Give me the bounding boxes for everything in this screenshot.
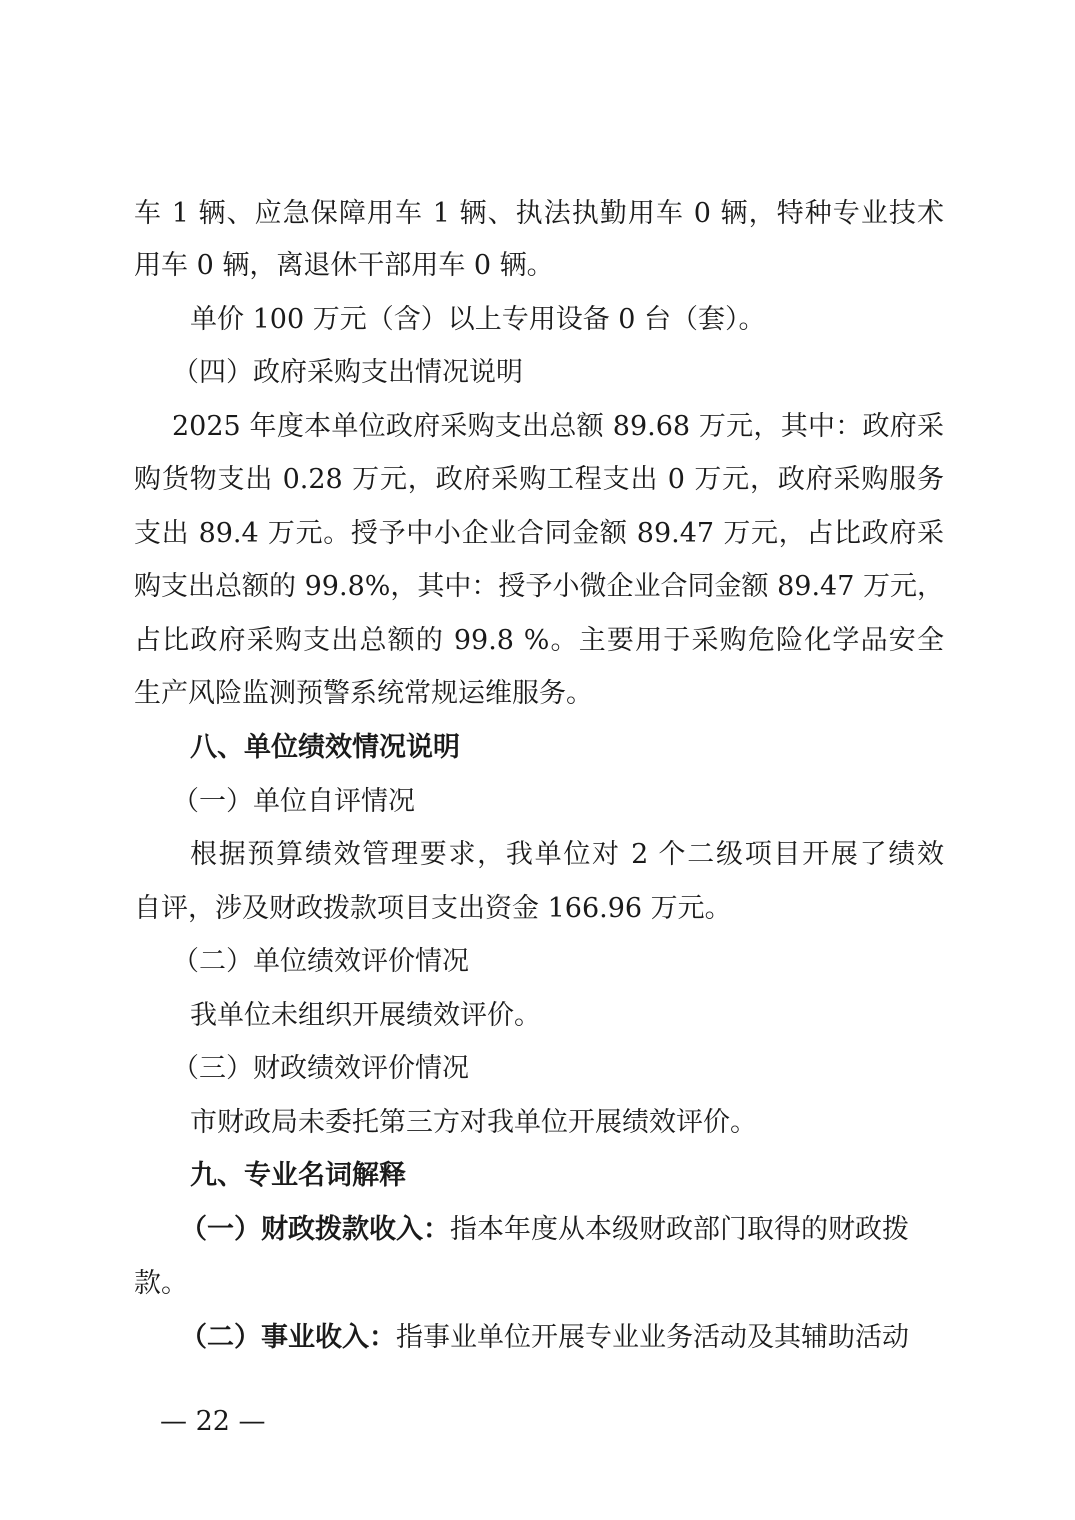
section-heading: （四）政府采购支出情况说明 xyxy=(172,357,523,388)
body-text-line: 购货物支出 0.28 万元，政府采购工程支出 0 万元，政府采购服务 xyxy=(134,464,944,495)
section-heading: （三）财政绩效评价情况 xyxy=(172,1053,469,1084)
body-text-line: 支出 89.4 万元。授予中小企业合同金额 89.47 万元，占比政府采 xyxy=(134,518,944,549)
term-text: 指本年度从本级财政部门取得的财政拨 xyxy=(450,1214,909,1245)
body-text-line: 市财政局未委托第三方对我单位开展绩效评价。 xyxy=(190,1107,757,1138)
body-text-line: 用车 0 辆，离退休干部用车 0 辆。 xyxy=(134,250,554,281)
term-label: （二）事业收入： xyxy=(180,1322,396,1353)
body-text-line: 购支出总额的 99.8%，其中：授予小微企业合同金额 89.47 万元， xyxy=(134,571,944,602)
section-heading: （二）单位绩效评价情况 xyxy=(172,946,469,977)
body-text-line: 根据预算绩效管理要求，我单位对 2 个二级项目开展了绩效 xyxy=(190,839,944,870)
body-text-line: 2025 年度本单位政府采购支出总额 89.68 万元，其中：政府采 xyxy=(172,411,944,442)
page-number: — 22 — xyxy=(160,1406,266,1437)
body-text-line: 我单位未组织开展绩效评价。 xyxy=(190,1000,541,1031)
chapter-heading: 八、单位绩效情况说明 xyxy=(190,732,460,763)
body-text-line: 单价 100 万元（含）以上专用设备 0 台（套）。 xyxy=(190,304,766,335)
term-definition-line xyxy=(180,1320,944,1356)
section-heading: （一）单位自评情况 xyxy=(172,786,415,817)
chapter-heading: 九、专业名词解释 xyxy=(190,1160,406,1191)
body-text-line: 车 1 辆、应急保障用车 1 辆、执法执勤用车 0 辆，特种专业技术 xyxy=(134,198,944,229)
body-text-line: 生产风险监测预警系统常规运维服务。 xyxy=(134,678,593,709)
body-text-line: 款。 xyxy=(134,1268,188,1299)
term-label: （一）财政拨款收入： xyxy=(180,1214,450,1245)
term-text: 指事业单位开展专业业务活动及其辅助活动 xyxy=(396,1322,909,1353)
term-definition-line xyxy=(180,1212,944,1248)
body-text-line: 自评，涉及财政拨款项目支出资金 166.96 万元。 xyxy=(134,893,732,924)
body-text-line: 占比政府采购支出总额的 99.8 %。主要用于采购危险化学品安全 xyxy=(134,625,944,656)
